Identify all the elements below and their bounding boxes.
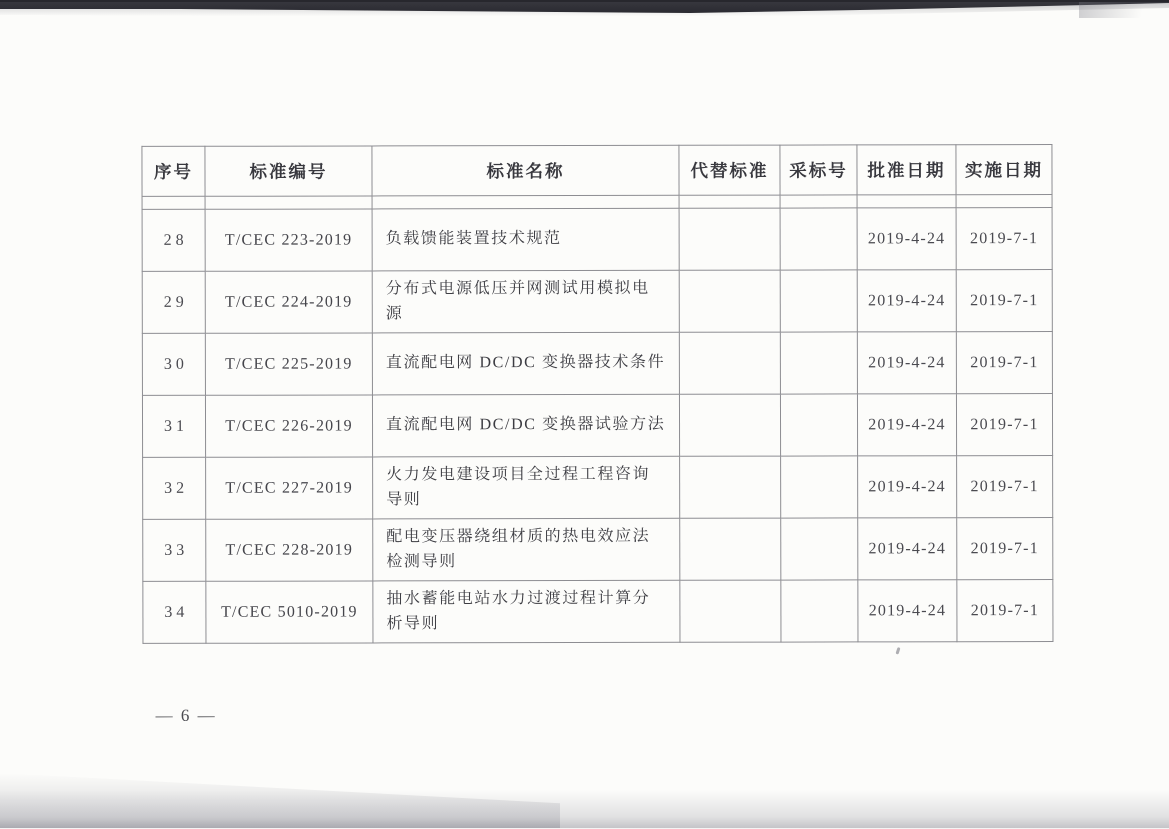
header-cell-approval: 批准日期 xyxy=(857,145,956,195)
adopt-cell xyxy=(780,332,857,394)
code-cell: T/CEC 223-2019 xyxy=(205,209,372,271)
approval-cell: 2019-4-24 xyxy=(857,270,956,332)
name-cell: 配电变压器绕组材质的热电效应法 检测导则 xyxy=(373,518,680,581)
impl-cell: 2019-7-1 xyxy=(956,208,1052,270)
name-cell: 直流配电网 DC/DC 变换器技术条件 xyxy=(372,332,679,395)
adopt-cell xyxy=(781,518,858,580)
adopt-cell xyxy=(781,456,858,518)
standards-table xyxy=(141,144,1053,644)
impl-cell: 2019-7-1 xyxy=(956,394,1052,456)
serial-cell: 29 xyxy=(142,271,205,333)
name-cell: 抽水蓄能电站水力过渡过程计算分 析导则 xyxy=(373,580,680,643)
table-header-row xyxy=(142,145,1052,197)
table-row xyxy=(142,208,1052,272)
adopt-cell xyxy=(780,208,857,270)
name-cell: 火力发电建设项目全过程工程咨询 导则 xyxy=(373,456,680,519)
header-cell-adopt-no: 采标号 xyxy=(780,145,857,195)
impl-cell: 2019-7-1 xyxy=(957,456,1053,518)
serial-cell: 33 xyxy=(143,519,206,581)
impl-cell: 2019-7-1 xyxy=(956,270,1052,332)
impl-cell: 2019-7-1 xyxy=(956,332,1052,394)
header-cell-replaced: 代替标准 xyxy=(679,145,780,195)
header-cell-impl: 实施日期 xyxy=(956,145,1052,195)
code-cell: T/CEC 224-2019 xyxy=(205,271,372,333)
serial-cell: 30 xyxy=(142,333,205,395)
header-cell-name: 标准名称 xyxy=(372,145,679,196)
footer-page-number: — 6 — xyxy=(156,706,217,726)
approval-cell: 2019-4-24 xyxy=(858,456,957,518)
scan-speck xyxy=(895,647,900,655)
code-cell: T/CEC 227-2019 xyxy=(206,457,373,519)
replaced-cell xyxy=(679,270,780,332)
adopt-cell xyxy=(780,270,857,332)
code-cell: T/CEC 226-2019 xyxy=(205,395,372,457)
name-cell: 负载馈能装置技术规范 xyxy=(372,208,679,271)
name-cell: 直流配电网 DC/DC 变换器试验方法 xyxy=(372,394,679,457)
replaced-cell xyxy=(679,208,780,270)
impl-cell: 2019-7-1 xyxy=(957,518,1053,580)
table-row xyxy=(142,332,1052,396)
adopt-cell xyxy=(780,394,857,456)
scan-edge-bottom xyxy=(0,790,1169,828)
adopt-cell xyxy=(781,580,858,642)
table-row xyxy=(142,394,1052,458)
replaced-cell xyxy=(680,518,781,580)
name-cell: 分布式电源低压并网测试用模拟电 源 xyxy=(372,270,679,333)
approval-cell: 2019-4-24 xyxy=(857,394,956,456)
code-cell: T/CEC 5010-2019 xyxy=(206,581,373,643)
table-row xyxy=(143,580,1053,644)
table-row xyxy=(143,456,1053,520)
approval-cell: 2019-4-24 xyxy=(857,208,956,270)
approval-cell: 2019-4-24 xyxy=(857,332,956,394)
header-cell-serial: 序号 xyxy=(142,146,205,196)
impl-cell: 2019-7-1 xyxy=(957,580,1053,642)
replaced-cell xyxy=(679,394,780,456)
code-cell: T/CEC 228-2019 xyxy=(206,519,373,581)
code-cell: T/CEC 225-2019 xyxy=(205,333,372,395)
serial-cell: 31 xyxy=(142,395,205,457)
replaced-cell xyxy=(680,580,781,642)
serial-cell: 28 xyxy=(142,209,205,271)
approval-cell: 2019-4-24 xyxy=(858,580,957,642)
replaced-cell xyxy=(679,332,780,394)
table-row xyxy=(143,518,1053,582)
serial-cell: 34 xyxy=(143,581,206,643)
replaced-cell xyxy=(680,456,781,518)
table-row xyxy=(142,270,1052,334)
serial-cell: 32 xyxy=(143,457,206,519)
header-cell-code: 标准编号 xyxy=(205,146,372,196)
approval-cell: 2019-4-24 xyxy=(858,518,957,580)
